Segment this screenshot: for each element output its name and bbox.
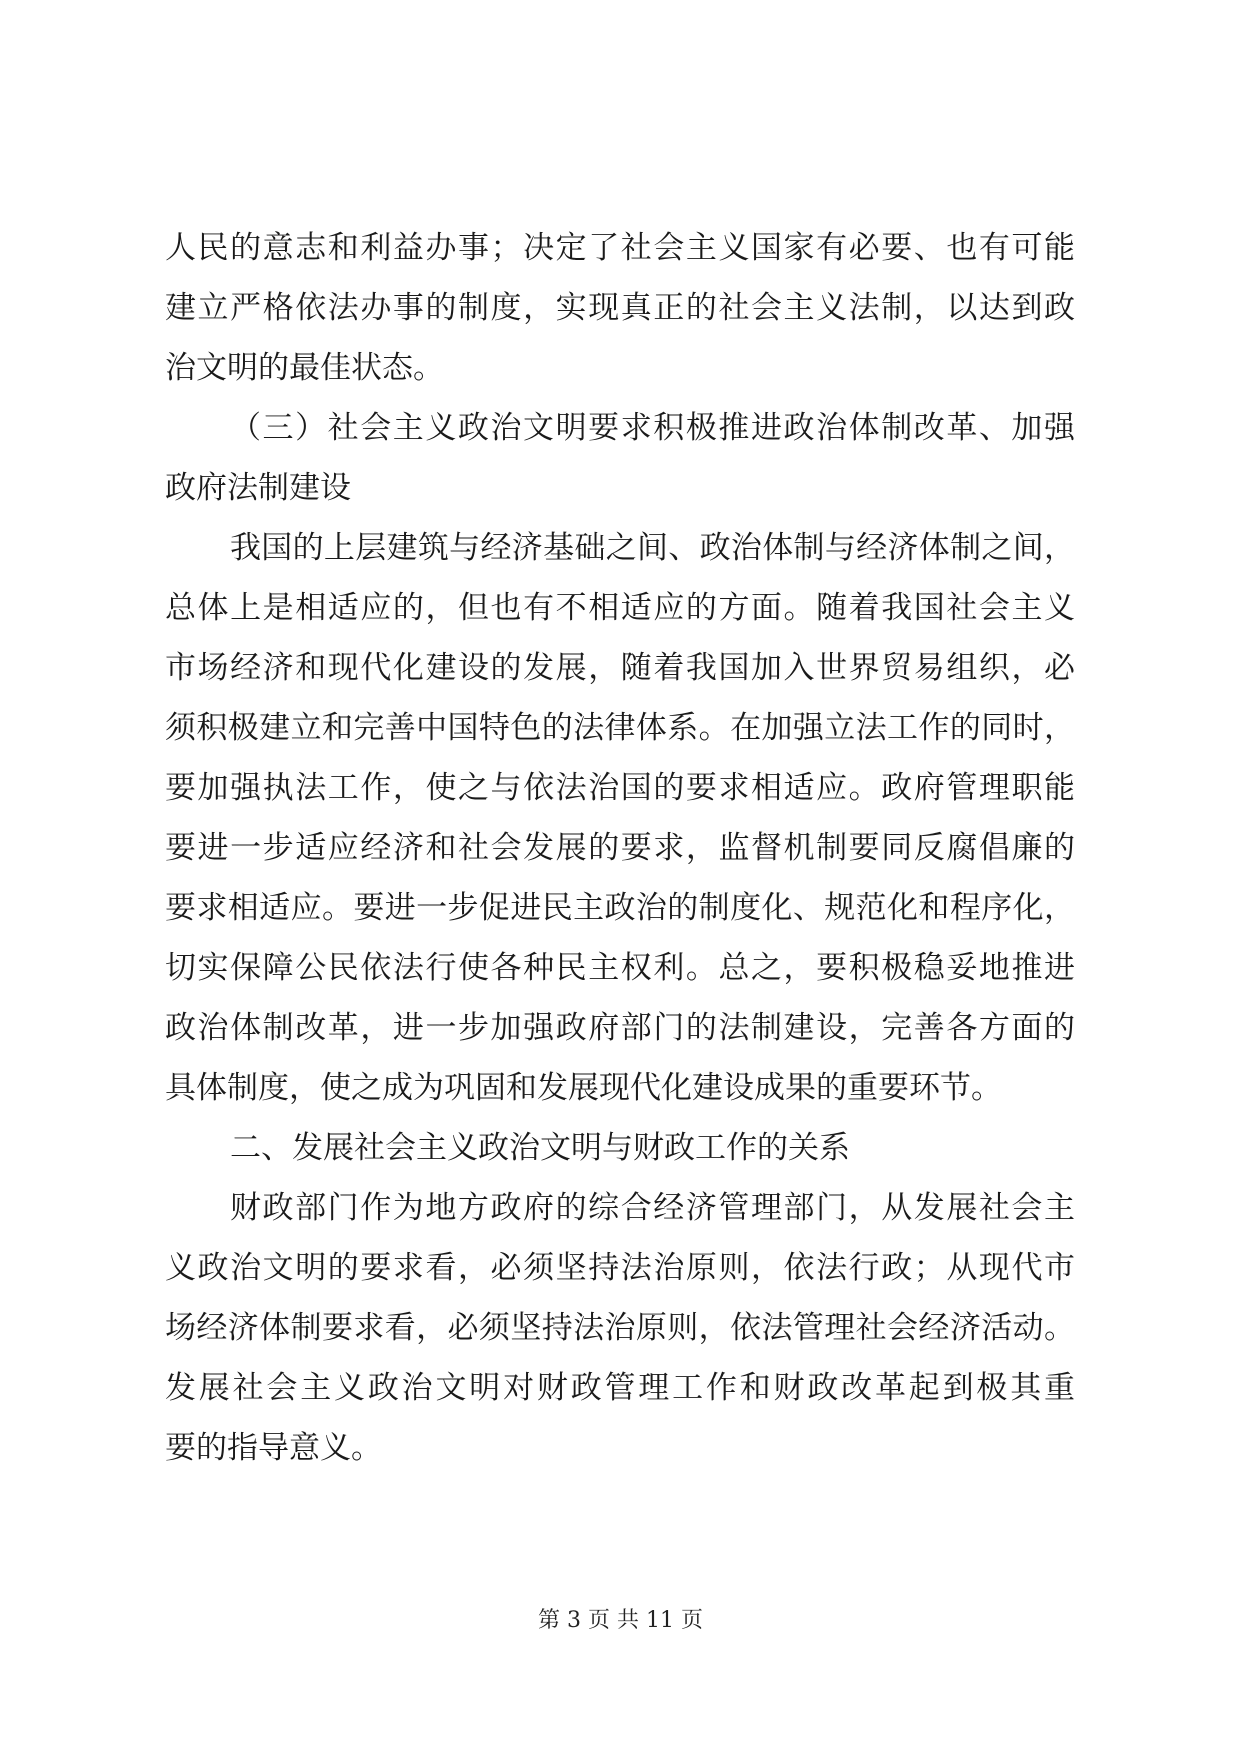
text-line: 要求相适应。要进一步促进民主政治的制度化、规范化和程序化， (165, 890, 1075, 926)
text-line: 我国的上层建筑与经济基础之间、政治体制与经济体制之间， (230, 530, 1075, 566)
section-heading-line: （三）社会主义政治文明要求积极推进政治体制改革、加强 (230, 410, 1075, 446)
text-line: 财政部门作为地方政府的综合经济管理部门，从发展社会主 (230, 1190, 1075, 1226)
text-line: 要进一步适应经济和社会发展的要求，监督机制要同反腐倡廉的 (165, 830, 1075, 866)
text-line: 市场经济和现代化建设的发展，随着我国加入世界贸易组织，必 (165, 650, 1075, 686)
text-line: 人民的意志和利益办事；决定了社会主义国家有必要、也有可能 (165, 230, 1075, 266)
text-line: 要的指导意义。 (165, 1430, 382, 1466)
text-line: 场经济体制要求看，必须坚持法治原则，依法管理社会经济活动。 (165, 1310, 1075, 1346)
text-line: 切实保障公民依法行使各种民主权利。总之，要积极稳妥地推进 (165, 950, 1075, 986)
text-line: 须积极建立和完善中国特色的法律体系。在加强立法工作的同时， (165, 710, 1075, 746)
section-heading-line: 二、发展社会主义政治文明与财政工作的关系 (230, 1130, 850, 1166)
text-line: 政治体制改革，进一步加强政府部门的法制建设，完善各方面的 (165, 1010, 1075, 1046)
text-line: 总体上是相适应的，但也有不相适应的方面。随着我国社会主义 (165, 590, 1075, 626)
text-line: 建立严格依法办事的制度，实现真正的社会主义法制，以达到政 (165, 290, 1075, 326)
section-heading-line: 政府法制建设 (165, 470, 351, 506)
text-line: 治文明的最佳状态。 (165, 350, 444, 386)
text-line: 义政治文明的要求看，必须坚持法治原则，依法行政；从现代市 (165, 1250, 1075, 1286)
text-line: 具体制度，使之成为巩固和发展现代化建设成果的重要环节。 (165, 1070, 1002, 1106)
text-line: 发展社会主义政治文明对财政管理工作和财政改革起到极其重 (165, 1370, 1075, 1406)
page-number-footer: 第 3 页 共 11 页 (538, 1608, 703, 1633)
text-line: 要加强执法工作，使之与依法治国的要求相适应。政府管理职能 (165, 770, 1075, 806)
